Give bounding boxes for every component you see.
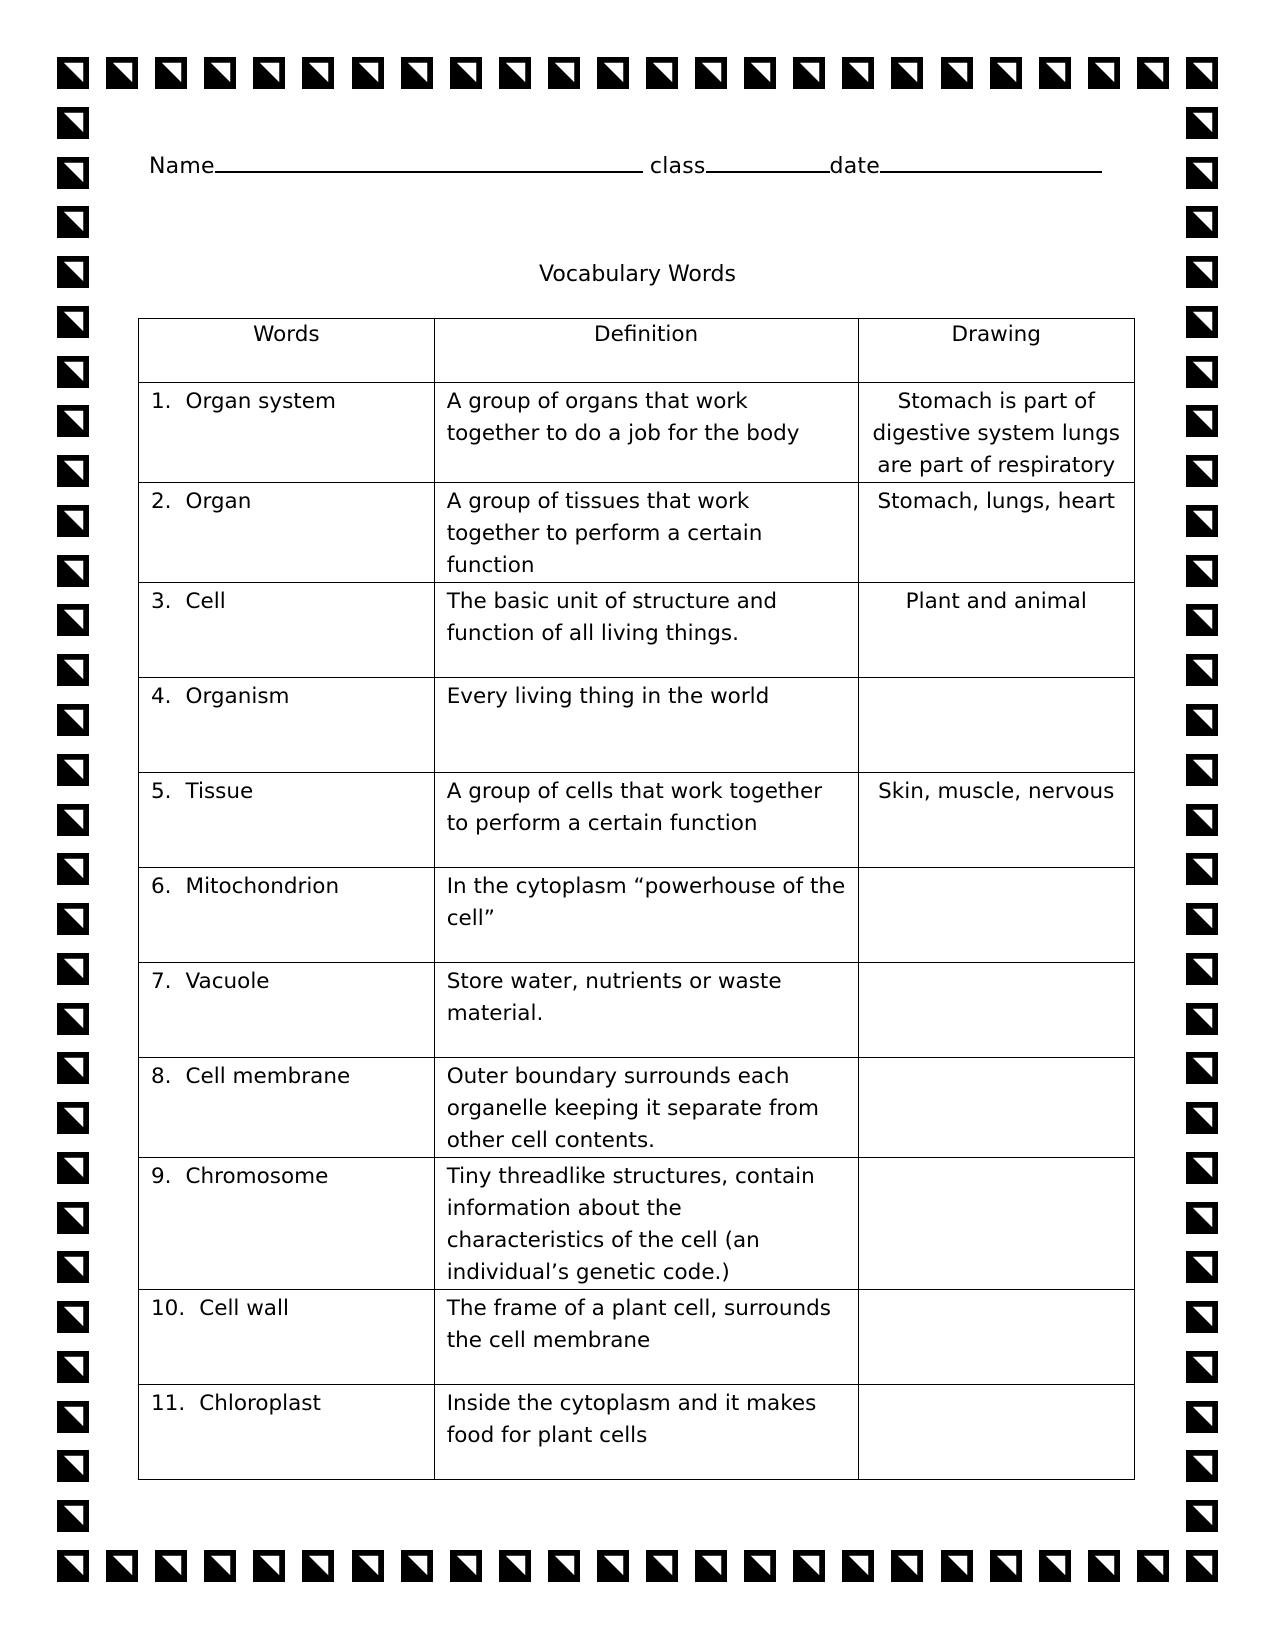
table-header-row [139, 319, 1135, 383]
border-square-icon [56, 1101, 90, 1135]
border-square-icon [1185, 554, 1219, 588]
border-square-icon [56, 1449, 90, 1483]
border-square-icon [252, 1549, 286, 1583]
table-row [139, 1158, 1135, 1290]
border-square-icon [498, 56, 532, 90]
drawing-cell[interactable]: Plant and animal [858, 583, 1135, 678]
class-label: class [649, 154, 706, 179]
border-square-icon [56, 305, 90, 339]
border-square-icon [56, 952, 90, 986]
border-square-icon [105, 1549, 139, 1583]
border-square-icon [56, 1250, 90, 1284]
border-square-icon [56, 404, 90, 438]
definition-cell: Outer boundary surrounds each organelle keeping it separate from other cell contents. [434, 1058, 858, 1158]
border-square-icon [1087, 56, 1121, 90]
border-square-icon [1185, 653, 1219, 687]
table-row [139, 1058, 1135, 1158]
column-header-definition: Definition [434, 319, 858, 383]
word-term: Tissue [185, 779, 254, 804]
table-row [139, 1385, 1135, 1480]
border-square-icon [1185, 205, 1219, 239]
border-square-icon [989, 1549, 1023, 1583]
drawing-cell[interactable] [858, 1385, 1135, 1480]
border-square-icon [1185, 803, 1219, 837]
table-row [139, 868, 1135, 963]
table-row [139, 383, 1135, 483]
word-cell [139, 963, 435, 1058]
border-square-icon [449, 56, 483, 90]
word-term: Cell membrane [185, 1064, 351, 1089]
border-square-icon [449, 1549, 483, 1583]
border-square-icon [1185, 1350, 1219, 1384]
border-square-icon [56, 205, 90, 239]
word-number: 6. [151, 874, 172, 899]
border-square-icon [1185, 56, 1219, 90]
border-square-icon [252, 56, 286, 90]
word-term: Organism [185, 684, 290, 709]
drawing-cell[interactable] [858, 963, 1135, 1058]
definition-cell: In the cytoplasm “powerhouse of the cell” [434, 868, 858, 963]
border-square-icon [56, 703, 90, 737]
border-square-icon [56, 603, 90, 637]
definition-cell: Every living thing in the world [434, 678, 858, 773]
border-square-icon [56, 852, 90, 886]
word-cell [139, 773, 435, 868]
border-square-icon [1185, 1002, 1219, 1036]
border-square-icon [56, 1300, 90, 1334]
definition-cell: Inside the cytoplasm and it makes food for plant cells [434, 1385, 858, 1480]
word-term: Organ system [185, 389, 336, 414]
border-square-icon [56, 902, 90, 936]
border-square-icon [792, 56, 826, 90]
definition-cell: Store water, nutrients or waste material. [434, 963, 858, 1058]
word-cell [139, 1290, 435, 1385]
border-square-icon [56, 156, 90, 190]
border-square-icon [203, 56, 237, 90]
border-square-icon [400, 1549, 434, 1583]
definition-cell: A group of cells that work together to perform a certain function [434, 773, 858, 868]
border-square-icon [56, 1151, 90, 1185]
border-square-icon [940, 56, 974, 90]
page-title: Vocabulary Words [539, 262, 736, 287]
border-square-icon [154, 56, 188, 90]
word-term: Chromosome [185, 1164, 329, 1189]
border-square-icon [1185, 703, 1219, 737]
border-square-icon [56, 1201, 90, 1235]
border-square-icon [351, 1549, 385, 1583]
border-square-icon [1185, 404, 1219, 438]
border-square-icon [989, 56, 1023, 90]
definition-cell: Tiny threadlike structures, contain information about the characteristics of the cell (an individual’s genetic code.) [434, 1158, 858, 1290]
definition-cell: A group of organs that work together to do a job for the body [434, 383, 858, 483]
drawing-cell[interactable] [858, 678, 1135, 773]
border-square-icon [56, 554, 90, 588]
border-square-icon [1185, 305, 1219, 339]
border-square-icon [1185, 106, 1219, 140]
border-square-icon [1185, 753, 1219, 787]
border-square-icon [1185, 1151, 1219, 1185]
border-square-icon [645, 56, 679, 90]
border-square-icon [940, 1549, 974, 1583]
border-square-icon [890, 1549, 924, 1583]
border-square-icon [56, 1549, 90, 1583]
word-number: 2. [151, 489, 172, 514]
name-label: Name [149, 154, 215, 179]
border-square-icon [1038, 1549, 1072, 1583]
border-square-icon [1185, 1201, 1219, 1235]
word-number: 4. [151, 684, 172, 709]
border-square-icon [56, 1400, 90, 1434]
word-term: Organ [185, 489, 252, 514]
border-square-icon [351, 56, 385, 90]
border-square-icon [547, 56, 581, 90]
drawing-cell[interactable] [858, 1290, 1135, 1385]
column-header-words: Words [139, 319, 435, 383]
word-term: Chloroplast [199, 1391, 321, 1416]
border-square-icon [56, 504, 90, 538]
student-info-line [149, 151, 1102, 179]
word-cell [139, 1385, 435, 1480]
word-number: 5. [151, 779, 172, 804]
border-square-icon [1185, 1400, 1219, 1434]
border-square-icon [1185, 156, 1219, 190]
word-number: 10. [151, 1296, 186, 1321]
border-square-icon [56, 56, 90, 90]
border-square-icon [743, 1549, 777, 1583]
border-square-icon [56, 803, 90, 837]
border-square-icon [56, 653, 90, 687]
word-cell [139, 383, 435, 483]
border-square-icon [1185, 454, 1219, 488]
border-square-icon [1185, 952, 1219, 986]
border-square-icon [56, 1002, 90, 1036]
drawing-cell[interactable]: Stomach is part of digestive system lungs are part of respiratory [858, 383, 1135, 483]
border-square-icon [1185, 902, 1219, 936]
word-number: 9. [151, 1164, 172, 1189]
word-cell [139, 1158, 435, 1290]
border-square-icon [56, 454, 90, 488]
class-blank[interactable] [706, 151, 830, 173]
drawing-cell[interactable] [858, 868, 1135, 963]
vocabulary-table [138, 318, 1135, 1480]
border-square-icon [1185, 1549, 1219, 1583]
border-square-icon [1185, 1300, 1219, 1334]
border-square-icon [596, 56, 630, 90]
word-cell [139, 483, 435, 583]
border-square-icon [1087, 1549, 1121, 1583]
border-square-icon [1185, 852, 1219, 886]
word-number: 3. [151, 589, 172, 614]
border-square-icon [841, 56, 875, 90]
border-square-icon [841, 1549, 875, 1583]
name-blank[interactable] [215, 151, 643, 173]
word-number: 8. [151, 1064, 172, 1089]
border-square-icon [1136, 56, 1170, 90]
border-square-icon [301, 56, 335, 90]
table-row [139, 963, 1135, 1058]
border-square-icon [645, 1549, 679, 1583]
word-number: 1. [151, 389, 172, 414]
column-header-drawing: Drawing [858, 319, 1135, 383]
border-square-icon [56, 1350, 90, 1384]
drawing-cell[interactable] [858, 1058, 1135, 1158]
border-square-icon [1185, 1250, 1219, 1284]
border-square-icon [1185, 1051, 1219, 1085]
border-square-icon [301, 1549, 335, 1583]
border-square-icon [743, 56, 777, 90]
border-square-icon [56, 355, 90, 389]
border-square-icon [547, 1549, 581, 1583]
word-term: Cell [185, 589, 226, 614]
border-square-icon [1185, 504, 1219, 538]
border-square-icon [792, 1549, 826, 1583]
table-row [139, 678, 1135, 773]
border-square-icon [694, 1549, 728, 1583]
table-row [139, 773, 1135, 868]
word-number: 7. [151, 969, 172, 994]
drawing-cell[interactable]: Skin, muscle, nervous [858, 773, 1135, 868]
date-blank[interactable] [880, 151, 1102, 173]
word-number: 11. [151, 1391, 186, 1416]
definition-cell: A group of tissues that work together to perform a certain function [434, 483, 858, 583]
word-cell [139, 678, 435, 773]
border-square-icon [56, 106, 90, 140]
word-term: Mitochondrion [185, 874, 340, 899]
border-square-icon [1038, 56, 1072, 90]
drawing-cell[interactable] [858, 1158, 1135, 1290]
word-term: Vacuole [185, 969, 270, 994]
word-term: Cell wall [199, 1296, 289, 1321]
border-square-icon [1185, 603, 1219, 637]
border-square-icon [1185, 1499, 1219, 1533]
border-square-icon [596, 1549, 630, 1583]
border-square-icon [56, 753, 90, 787]
border-square-icon [694, 56, 728, 90]
border-square-icon [56, 1051, 90, 1085]
border-square-icon [890, 56, 924, 90]
border-square-icon [56, 1499, 90, 1533]
border-square-icon [400, 56, 434, 90]
drawing-cell[interactable]: Stomach, lungs, heart [858, 483, 1135, 583]
table-row [139, 1290, 1135, 1385]
border-square-icon [1185, 1101, 1219, 1135]
table-row [139, 583, 1135, 678]
word-cell [139, 1058, 435, 1158]
word-cell [139, 583, 435, 678]
border-square-icon [1185, 355, 1219, 389]
border-square-icon [1185, 1449, 1219, 1483]
border-square-icon [498, 1549, 532, 1583]
table-body [139, 383, 1135, 1480]
date-label: date [829, 154, 880, 179]
border-square-icon [154, 1549, 188, 1583]
definition-cell: The frame of a plant cell, surrounds the cell membrane [434, 1290, 858, 1385]
definition-cell: The basic unit of structure and function of all living things. [434, 583, 858, 678]
border-square-icon [203, 1549, 237, 1583]
border-square-icon [105, 56, 139, 90]
border-square-icon [1136, 1549, 1170, 1583]
table-row [139, 483, 1135, 583]
word-cell [139, 868, 435, 963]
